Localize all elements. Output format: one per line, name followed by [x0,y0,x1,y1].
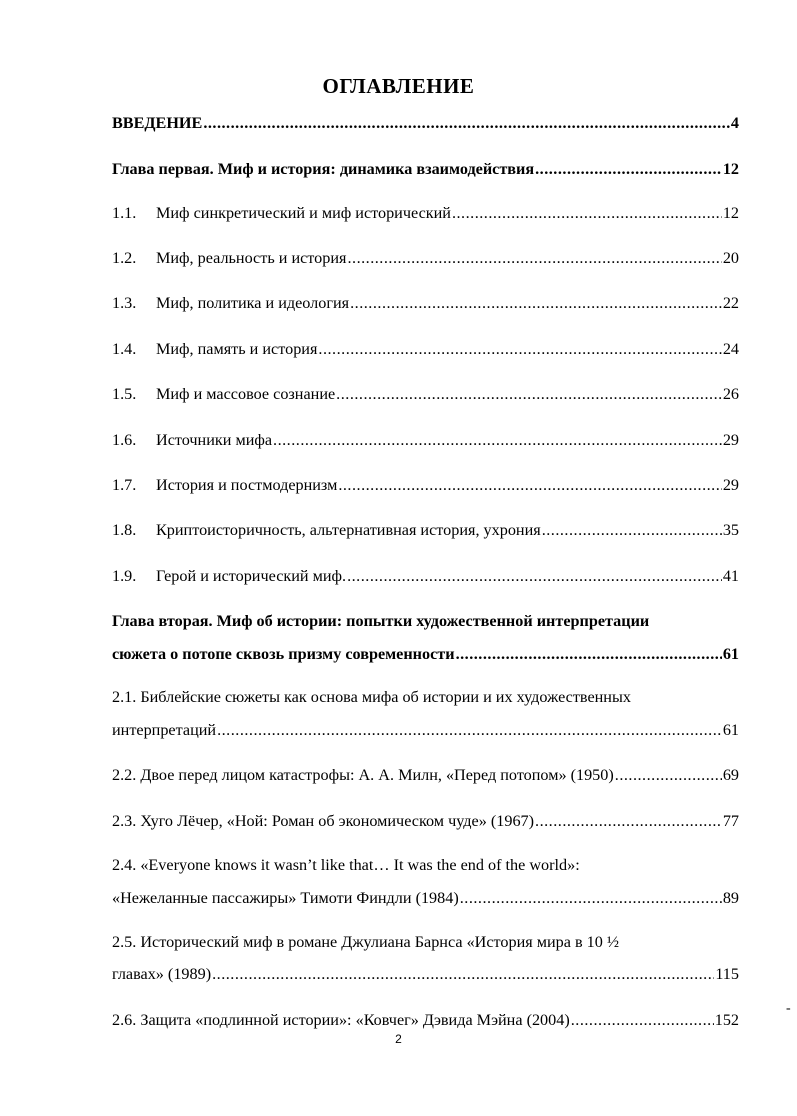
dot-leader [615,766,722,785]
toc-entry-page: 29 [722,476,739,494]
toc-entry-text: главах» (1989) [112,965,212,983]
toc-entry-number: 1.7. [112,476,137,494]
toc-entry-text: Миф, реальность и история [156,249,347,267]
toc-entry-1-4[interactable] [112,340,739,364]
toc-entry-text: 2.6. Защита «подлинной истории»: «Ковчег» Дэвида Мэйна (2004) [112,1011,570,1029]
toc-entry-page: 12 [722,204,739,222]
dot-leader [273,431,722,450]
toc-entry-page: 77 [722,812,739,830]
toc-entry-1-1[interactable] [112,204,739,228]
dot-leader [452,204,722,223]
dot-leader [203,114,730,133]
toc-entry-page: 61 [722,721,739,739]
dot-leader [347,249,721,268]
dot-leader [535,160,722,179]
toc-entry-number: 1.3. [112,294,137,312]
toc-entry-1-8[interactable] [112,521,739,545]
toc-entry-text: Миф, политика и идеология [156,294,350,312]
toc-entry-text: Глава первая. Миф и история: динамика взаимодействия [112,160,535,178]
stray-mark: - [786,1001,791,1016]
page-title: ОГЛАВЛЕНИЕ [322,74,475,98]
toc-entry-2-1-line1[interactable]: 2.1. Библейские сюжеты как основа мифа об истории и их художественных [112,688,631,706]
dot-leader [535,812,722,831]
toc-entry-2-4-line1[interactable]: 2.4. «Everyone knows it wasn’t like that… It was the end of the world»: [112,856,580,874]
toc-entry-text: 2.3. Хуго Лёчер, «Ной: Роман об экономическом чуде» (1967) [112,812,535,830]
toc-entry-text: интерпретаций [112,721,217,739]
toc-entry-2-5-line1[interactable]: 2.5. Исторический миф в романе Джулиана Барнса «История мира в 10 ½ [112,933,620,951]
toc-entry-2-1[interactable] [112,721,739,745]
toc-entry-number: 1.5. [112,385,137,403]
toc-entry-2-4[interactable] [112,889,739,913]
dot-leader [571,1011,714,1030]
toc-entry-2-3[interactable] [112,812,739,836]
toc-entry-page: 22 [722,294,739,312]
toc-entry-page: 20 [722,249,739,267]
toc-entry-1-6[interactable] [112,431,739,455]
toc-entry-number: 1.8. [112,521,137,539]
toc-entry-number: 1.6. [112,431,137,449]
toc-entry-page: 29 [722,431,739,449]
toc-entry-chapter-1[interactable] [112,160,739,184]
dot-leader [347,567,722,586]
toc-entry-1-2[interactable] [112,249,739,273]
toc-entry-number: 1.9. [112,567,137,585]
toc-entry-number: 1.2. [112,249,137,267]
toc-entry-text: ВВЕДЕНИЕ [112,114,203,132]
dot-leader [460,889,722,908]
toc-entry-text: История и постмодернизм [156,476,338,494]
toc-entry-text: Миф и массовое сознание [156,385,336,403]
toc-entry-page: 24 [722,340,739,358]
toc-entry-page: 115 [715,965,739,983]
toc-entry-page: 152 [714,1011,739,1029]
toc-entry-text: Миф, память и история [156,340,318,358]
dot-leader [456,645,722,664]
toc-entry-1-9[interactable] [112,567,739,591]
dot-leader [350,294,722,313]
dot-leader [338,476,721,495]
toc-entry-page: 12 [722,160,739,178]
toc-entry-number: 1.1. [112,204,137,222]
toc-entry-number: 1.4. [112,340,137,358]
page-number: 2 [395,1032,402,1046]
toc-entry-text: Криптоисторичность, альтернативная история, ухрония [156,521,541,539]
toc-entry-page: 69 [722,766,739,784]
toc-entry-2-2[interactable] [112,766,739,790]
toc-entry-introduction[interactable] [112,114,739,138]
toc-entry-page: 4 [730,114,739,132]
toc-entry-chapter-2[interactable] [112,645,739,669]
toc-entry-1-7[interactable] [112,476,739,500]
dot-leader [336,385,722,404]
toc-entry-text: 2.2. Двое перед лицом катастрофы: А. А. Милн, «Перед потопом» (1950) [112,766,614,784]
toc-entry-page: 89 [722,889,739,907]
dot-leader [217,721,722,740]
toc-entry-page: 26 [722,385,739,403]
toc-entry-1-3[interactable] [112,294,739,318]
toc-entry-page: 61 [722,645,739,663]
toc-entry-2-5[interactable] [112,965,739,989]
toc-entry-text: Герой и исторический миф. [156,567,347,585]
dot-leader [318,340,721,359]
toc-entry-1-5[interactable] [112,385,739,409]
toc-entry-text: Источники мифа [156,431,273,449]
toc-entry-text: сюжета о потопе сквозь призму современности [112,645,455,663]
dot-leader [212,965,714,984]
toc-entry-chapter-2-line1[interactable]: Глава вторая. Миф об истории: попытки художественной интерпретации [112,612,650,630]
toc-entry-text: «Нежеланные пассажиры» Тимоти Финдли (1984) [112,889,459,907]
dot-leader [542,521,722,540]
toc-entry-text: Миф синкретический и миф исторический [156,204,451,222]
toc-entry-page: 41 [722,567,739,585]
toc-entry-page: 35 [722,521,739,539]
